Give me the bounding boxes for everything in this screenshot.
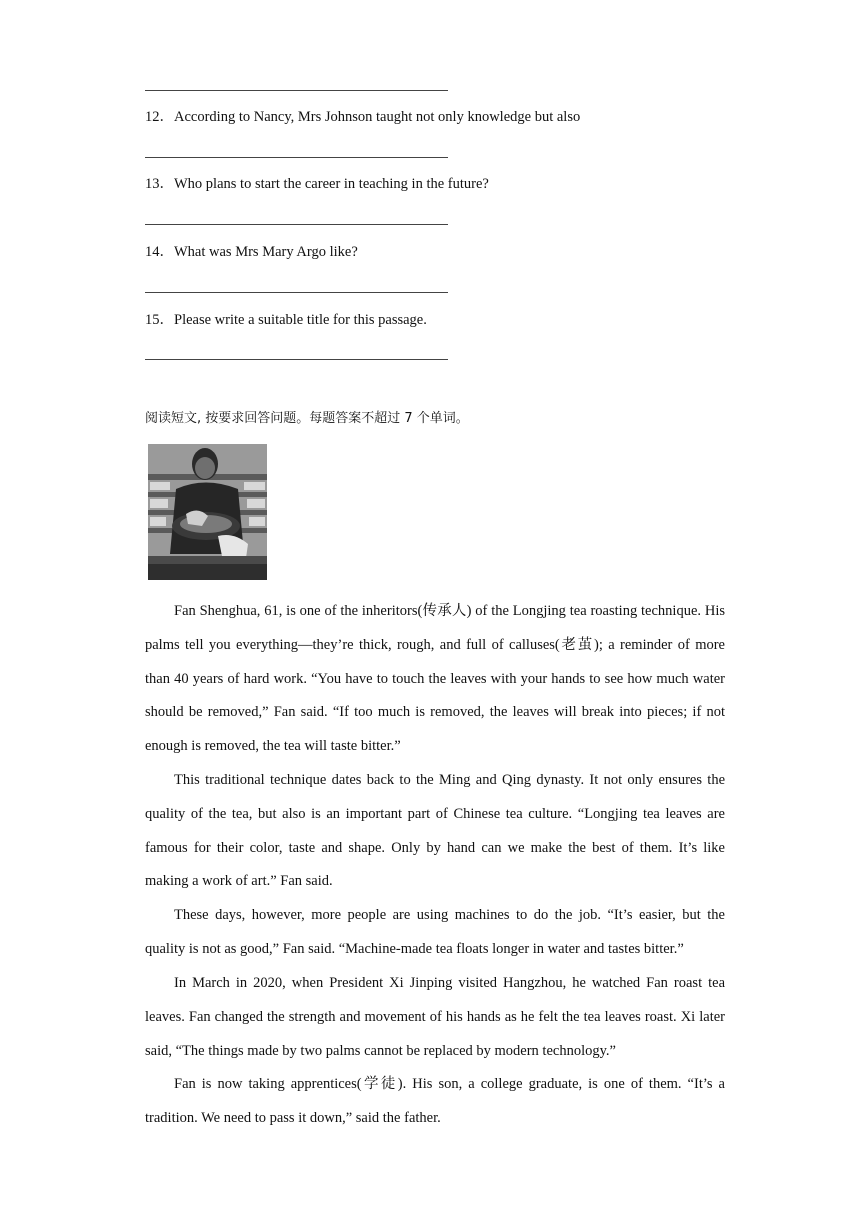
answer-blank-11[interactable] [145, 90, 448, 91]
question-13: 13．Who plans to start the career in teaching in the future? [145, 176, 489, 192]
question-15: 15．Please write a suitable title for this passage. [145, 312, 427, 328]
passage-paragraph: Fan Shenghua, 61, is one of the inheritors(传承人) of the Longjing tea roasting technique. His palms tell you everything—they’re thick, rough, and full of calluses(老茧); a reminder of more than 40 years of hard work. “You have to touch the leaves with your hands to see how much water should be removed,” Fan said. “If too much is removed, the leaves will break into pieces; if not enough is removed, the tea will taste bitter.” [145, 603, 725, 755]
passage-paragraph: These days, however, more people are using machines to do the job. “It’s easier, but the quality is not as good,” Fan said. “Machine-made tea floats longer in water and tastes bitter.” [145, 907, 725, 957]
section-instruction: 阅读短文, 按要求回答问题。每题答案不超过 7 个单词。 [145, 411, 469, 426]
passage-paragraph: In March in 2020, when President Xi Jinping visited Hangzhou, he watched Fan roast tea leaves. Fan changed the strength and movement of his hands as he felt the tea leaves roast. Xi later said, “The things made by two palms cannot be replaced by modern technology.” [145, 975, 725, 1059]
passage-paragraph: Fan is now taking apprentices(学徒). His son, a college graduate, is one of them. “It’s a tradition. We need to pass it down,” said the father. [145, 1076, 725, 1126]
answer-blank-14[interactable] [145, 292, 448, 293]
answer-blank-12[interactable] [145, 157, 448, 158]
question-12: 12．According to Nancy, Mrs Johnson taught not only knowledge but also [145, 109, 581, 125]
question-14: 14．What was Mrs Mary Argo like? [145, 244, 358, 260]
answer-blank-15[interactable] [145, 359, 448, 360]
man-roasting-tea-photo [148, 444, 267, 580]
answer-blank-13[interactable] [145, 224, 448, 225]
passage-paragraph: This traditional technique dates back to the Ming and Qing dynasty. It not only ensures the quality of the tea, but also is an important part of Chinese tea culture. “Longjing tea leaves are famous for their color, taste and shape. Only by hand can we make the best of them. It’s like making a work of art.” Fan said. [145, 772, 725, 890]
